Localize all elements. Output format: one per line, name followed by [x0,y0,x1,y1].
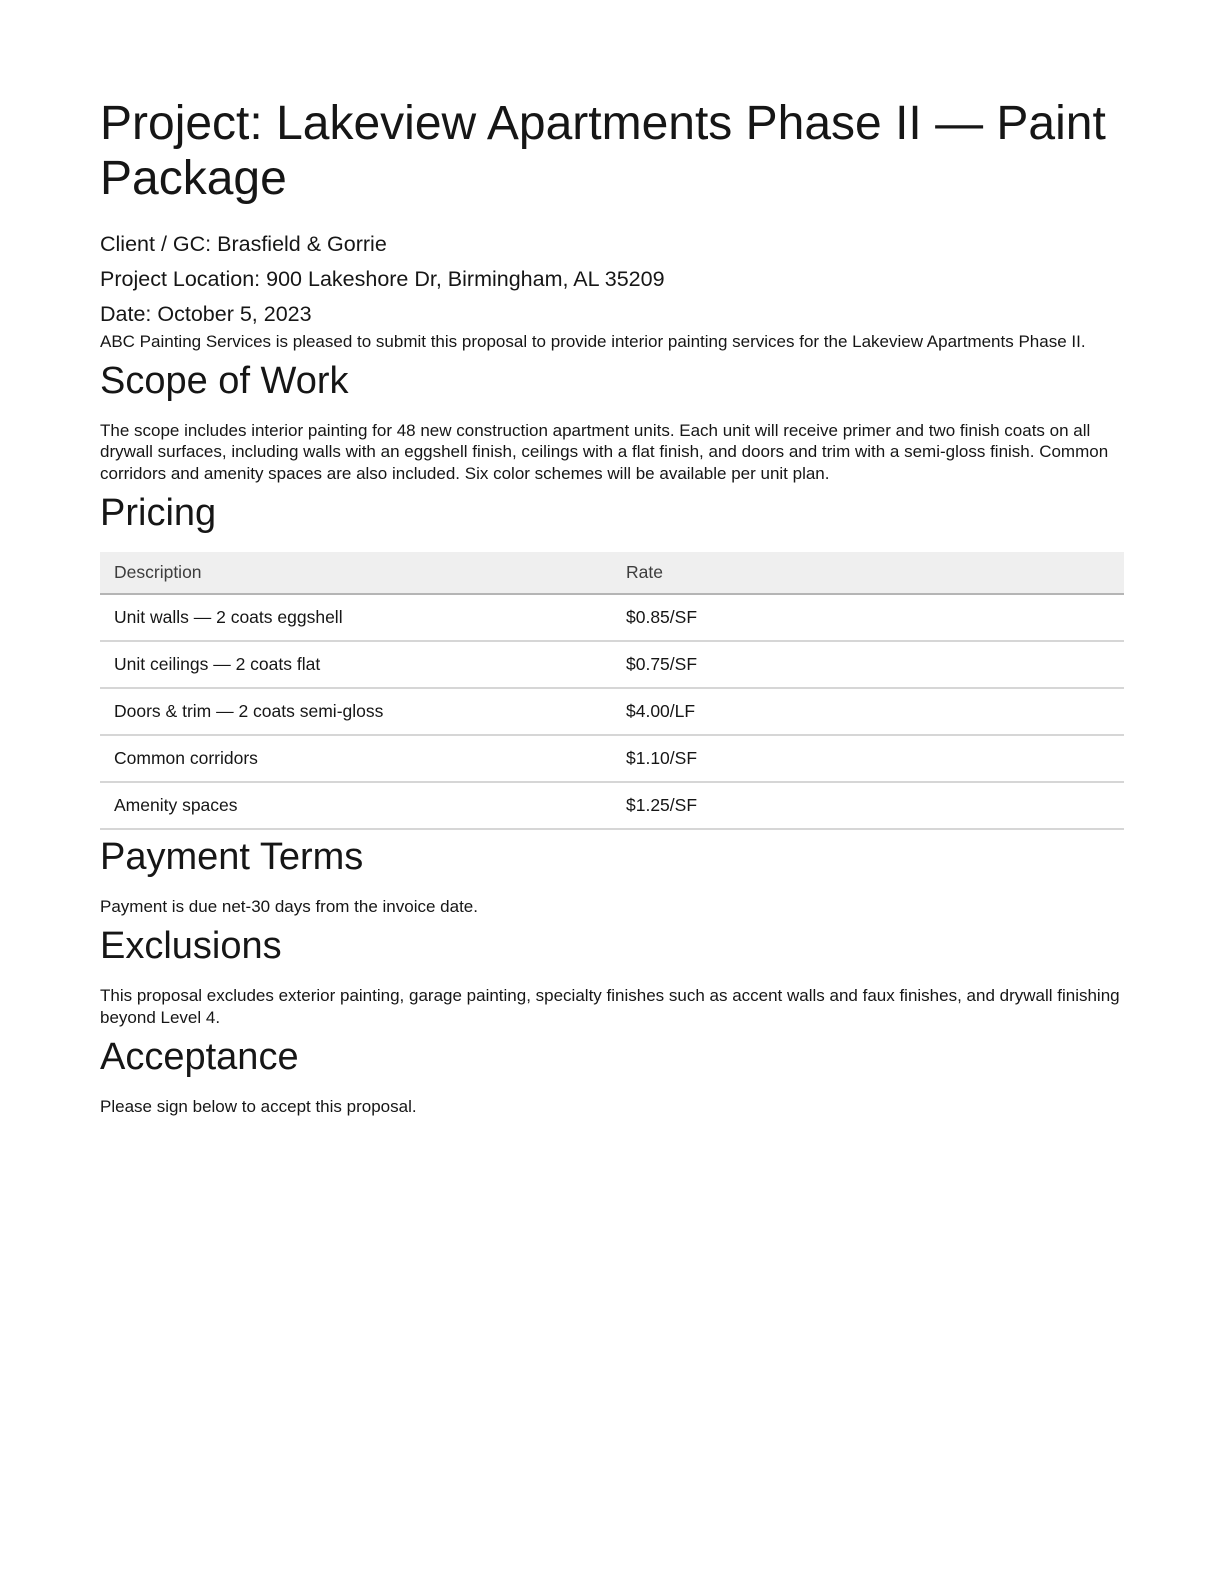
scope-of-work-heading: Scope of Work [100,360,349,403]
intro-paragraph: ABC Painting Services is pleased to submit this proposal to provide interior painting services for the Lakeview Apartments Phase II. [100,331,1086,351]
project-location-label: Project Location: [100,267,261,292]
description-cell: Common corridors [100,735,612,782]
payment-terms-paragraph: Payment is due net-30 days from the invoice date. [100,896,478,916]
client-gc-value: Brasfield & Gorrie [217,232,387,257]
date-label: Date: [100,301,152,326]
description-column-header: Description [100,552,612,594]
payment-terms-heading: Payment Terms [100,836,364,879]
pricing-heading: Pricing [100,492,217,535]
exclusions-paragraph: This proposal excludes exterior painting, garage painting, specialty finishes such as accent walls and faux finishes, and drywall finishing beyond Level 4. [100,986,1120,1027]
pricing-table-header-row [100,552,1124,594]
project-location-line [100,267,1124,293]
pricing-row [100,594,1124,641]
pricing-row [100,641,1124,688]
rate-cell: $1.25/SF [612,782,1124,829]
rate-cell: $1.10/SF [612,735,1124,782]
description-cell: Unit ceilings — 2 coats flat [100,641,612,688]
pricing-table [100,552,1124,830]
rate-cell: $0.75/SF [612,641,1124,688]
pricing-row [100,688,1124,735]
date-value: October 5, 2023 [157,301,312,326]
rate-column-header: Rate [612,552,1124,594]
project-location-value: 900 Lakeshore Dr, Birmingham, AL 35209 [266,267,665,292]
description-cell: Unit walls — 2 coats eggshell [100,594,612,641]
scope-of-work-paragraph: The scope includes interior painting for 48 new construction apartment units. Each unit will receive primer and two finish coats on all drywall surfaces, including walls with an eggshell finish, ceilings with a flat finish, and doors and trim with a semi-gloss finish. Common corridors and amenity spaces are also included. Six color schemes will be available per unit plan. [100,420,1109,483]
rate-cell: $4.00/LF [612,688,1124,735]
description-cell: Amenity spaces [100,782,612,829]
rate-cell: $0.85/SF [612,594,1124,641]
pricing-row [100,735,1124,782]
acceptance-heading: Acceptance [100,1036,299,1079]
client-gc-line [100,232,1124,258]
pricing-row [100,782,1124,829]
client-gc-label: Client / GC: [100,232,212,257]
acceptance-paragraph: Please sign below to accept this proposal. [100,1096,417,1116]
description-cell: Doors & trim — 2 coats semi-gloss [100,688,612,735]
exclusions-heading: Exclusions [100,925,282,968]
date-line [100,302,1124,328]
document-title: Project: Lakeview Apartments Phase II — Paint Package [100,97,1106,206]
